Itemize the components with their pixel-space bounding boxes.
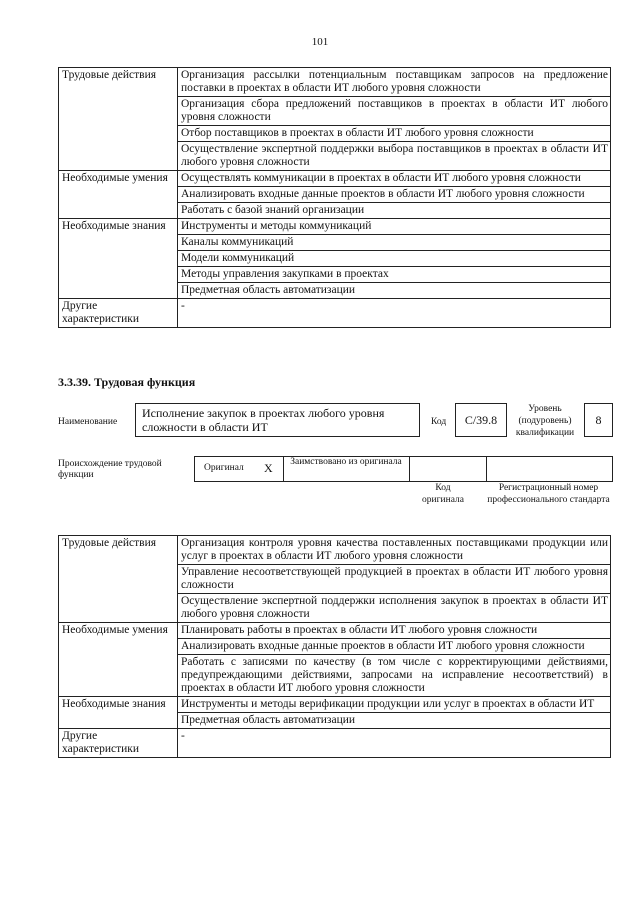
row-label: Необходимые знания <box>59 697 178 729</box>
original-mark: X <box>264 461 273 475</box>
row-item: Каналы коммуникаций <box>178 235 611 251</box>
row-label: Трудовые действия <box>59 68 178 171</box>
borrowed-label: Заимствовано из оригинала <box>290 457 402 467</box>
row-item: Управление несоответствующей продукцией в проектах в области ИТ любого уровня сложности <box>178 565 611 594</box>
row-item: Осуществление экспертной поддержки выбора поставщиков в проектах в области ИТ любого уровня сложности <box>178 142 611 171</box>
code-label: Код <box>431 417 447 427</box>
level-label: Уровень (подуровень) квалификации <box>515 404 575 438</box>
row-item: Осуществлять коммуникации в проектах в области ИТ любого уровня сложности <box>178 171 611 187</box>
row-item: - <box>178 729 611 758</box>
row-label: Другие характеристики <box>59 299 178 328</box>
code-original-caption: Код оригинала <box>422 483 464 505</box>
code-value: C/39.8 <box>455 403 507 437</box>
origin-label: Происхождение трудовой функции <box>58 459 162 480</box>
table-row <box>59 729 611 758</box>
row-item: - <box>178 299 611 328</box>
function-name: Исполнение закупок в проектах любого уровня сложности в области ИТ <box>142 406 385 434</box>
row-label: Необходимые умения <box>59 623 178 697</box>
row-item: Инструменты и методы верификации продукции или услуг в проектах в области ИТ <box>178 697 611 713</box>
row-item: Работать с базой знаний организации <box>178 203 611 219</box>
section-title: 3.3.39. Трудовая функция <box>58 375 196 389</box>
table-row <box>59 299 611 328</box>
table-row <box>59 697 611 713</box>
row-item: Осуществление экспертной поддержки исполнения закупок в проектах в области ИТ любого уровня сложности <box>178 594 611 623</box>
row-item: Анализировать входные данные проектов в области ИТ любого уровня сложности <box>178 639 611 655</box>
table-row <box>59 219 611 235</box>
name-label: Наименование <box>58 417 118 427</box>
row-item: Модели коммуникаций <box>178 251 611 267</box>
row-item: Работать с записями по качеству (в том числе с корректирующими действиями, предупреждающими действиями, запросами на исправление несоответствий) в проектах в области ИТ любого уровня сложности <box>178 655 611 697</box>
row-item: Предметная область автоматизации <box>178 713 611 729</box>
row-item: Организация рассылки потенциальным поставщикам запросов на предложение поставки в проектах в области ИТ любого уровня сложности <box>178 68 611 97</box>
reg-number-caption: Регистрационный номер профессионального стандарта <box>487 483 610 505</box>
row-label: Трудовые действия <box>59 536 178 623</box>
table-row <box>59 623 611 639</box>
work-function-table-1 <box>58 67 611 328</box>
name-box <box>135 403 420 437</box>
table-row <box>59 171 611 187</box>
table-row <box>59 536 611 565</box>
row-item: Методы управления закупками в проектах <box>178 267 611 283</box>
row-item: Организация сбора предложений поставщиков в проектах в области ИТ любого уровня сложности <box>178 97 611 126</box>
table-row <box>59 68 611 97</box>
row-item: Инструменты и методы коммуникаций <box>178 219 611 235</box>
row-item: Отбор поставщиков в проектах в области ИТ любого уровня сложности <box>178 126 611 142</box>
page-number: 101 <box>311 36 329 48</box>
row-label: Необходимые умения <box>59 171 178 219</box>
level-value: 8 <box>584 403 613 437</box>
original-label: Оригинал <box>204 463 244 473</box>
row-item: Планировать работы в проектах в области ИТ любого уровня сложности <box>178 623 611 639</box>
work-function-table-2 <box>58 535 611 758</box>
row-item: Организация контроля уровня качества поставленных поставщиками продукции или услуг в проектах в области ИТ любого уровня сложности <box>178 536 611 565</box>
row-label: Необходимые знания <box>59 219 178 299</box>
row-item: Предметная область автоматизации <box>178 283 611 299</box>
row-item: Анализировать входные данные проектов в области ИТ любого уровня сложности <box>178 187 611 203</box>
row-label: Другие характеристики <box>59 729 178 758</box>
